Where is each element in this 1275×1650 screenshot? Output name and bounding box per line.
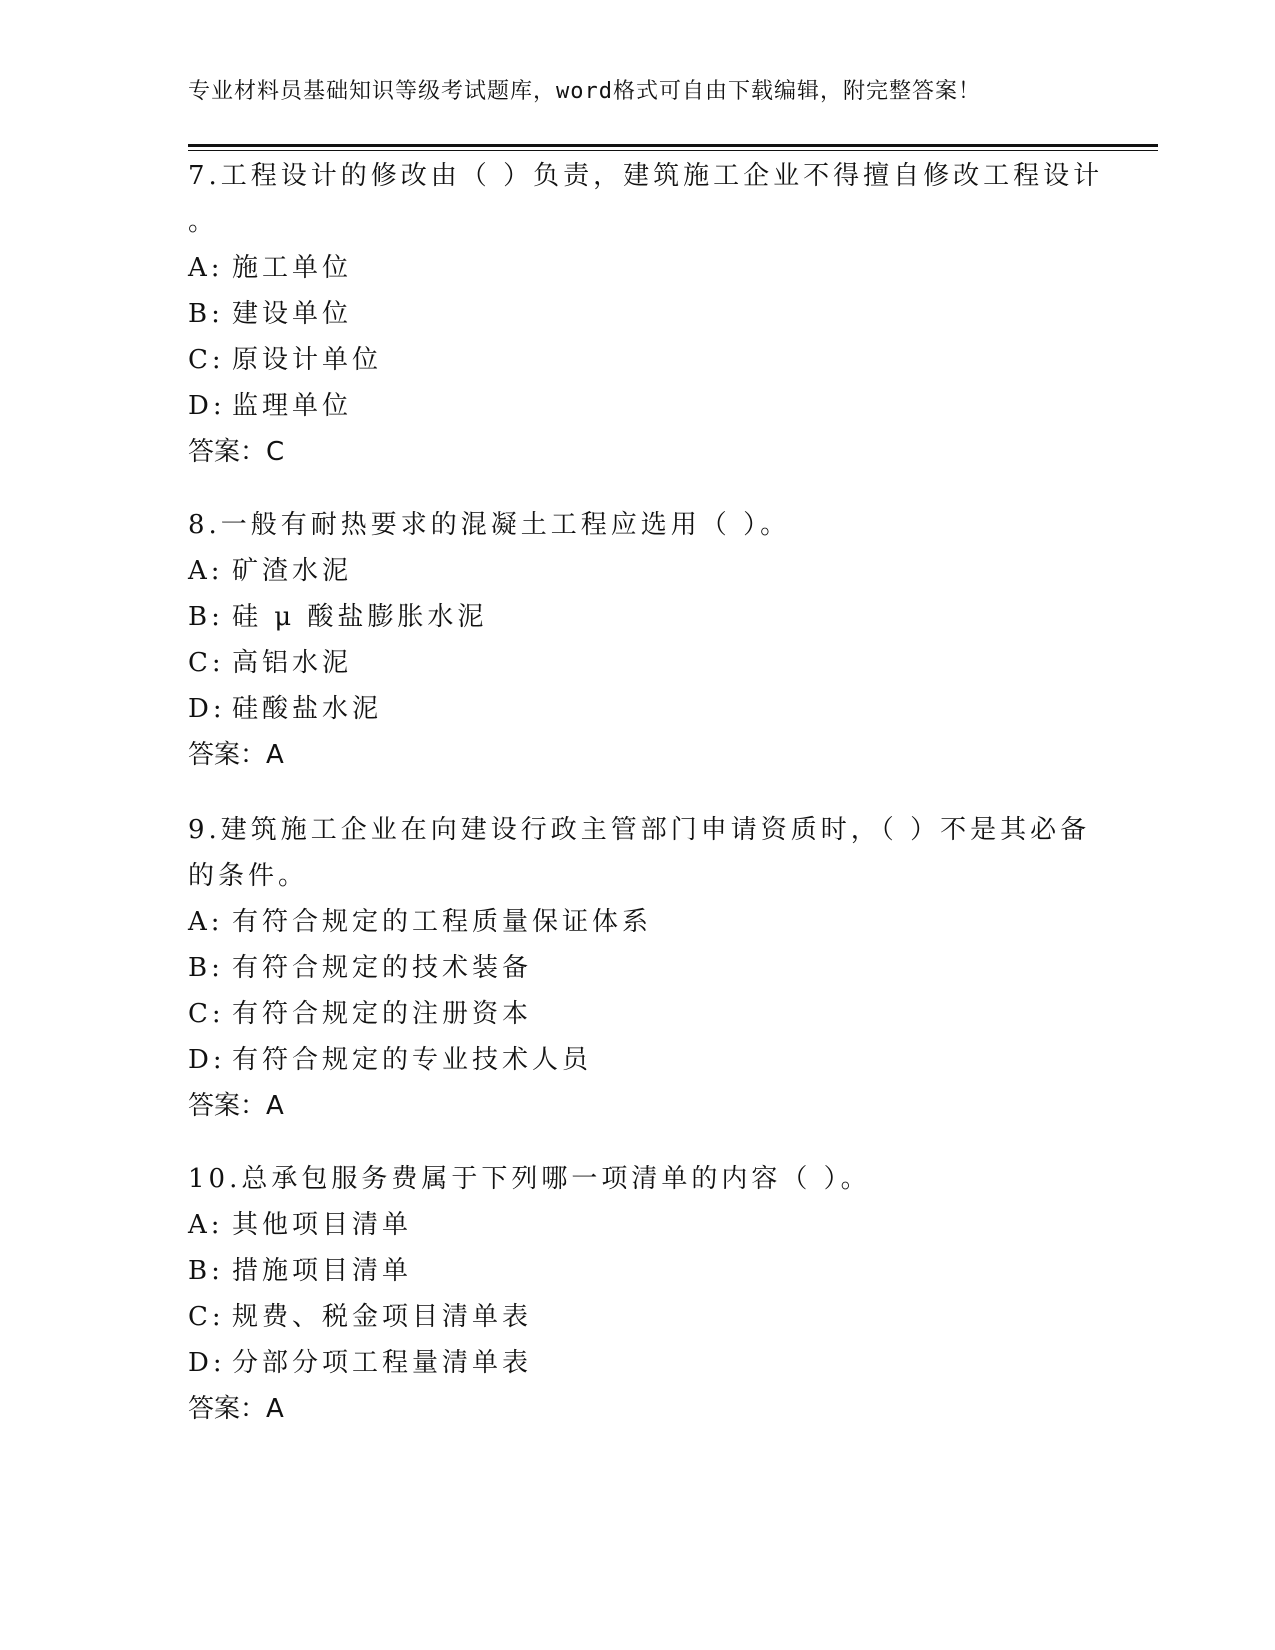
option-a [188, 245, 1088, 291]
option-letter: D: [188, 1045, 226, 1075]
option-c [188, 991, 1088, 1037]
option-d [188, 1037, 1088, 1083]
option-text: 高铝水泥 [232, 648, 353, 678]
option-text: 有符合规定的专业技术人员 [232, 1045, 593, 1075]
option-text: 硅酸盐水泥 [232, 694, 383, 724]
option-letter: B: [188, 953, 224, 983]
option-c [188, 640, 1088, 686]
option-b [188, 1248, 1088, 1294]
option-text: 施工单位 [232, 253, 353, 283]
option-d [188, 1340, 1088, 1386]
option-a [188, 1202, 1088, 1248]
question-stem-continued: 的条件。 [188, 861, 309, 891]
option-text: 有符合规定的注册资本 [232, 999, 533, 1029]
option-b [188, 291, 1088, 337]
option-letter: D: [188, 694, 226, 724]
option-letter: A: [188, 1210, 224, 1240]
header-divider-thin [188, 150, 1158, 151]
answer-line: 答案：A [188, 1394, 284, 1424]
question-stem: 10.总承包服务费属于下列哪一项清单的内容（ ）。 [188, 1164, 871, 1194]
option-text: 监理单位 [232, 391, 353, 421]
option-letter: C: [188, 1302, 225, 1332]
option-text: 有符合规定的工程质量保证体系 [232, 907, 653, 937]
question-block [188, 502, 1088, 778]
option-c [188, 337, 1088, 383]
option-letter: A: [188, 907, 224, 937]
question-block [188, 153, 1104, 475]
option-text: 规费、税金项目清单表 [232, 1302, 533, 1332]
option-text: 其他项目清单 [232, 1210, 413, 1240]
question-stem: 8.一般有耐热要求的混凝土工程应选用（ ）。 [188, 510, 791, 540]
option-text: 硅 μ 酸盐膨胀水泥 [232, 602, 488, 632]
option-c [188, 1294, 1088, 1340]
option-text: 分部分项工程量清单表 [232, 1348, 533, 1378]
option-letter: B: [188, 602, 224, 632]
option-d [188, 686, 1088, 732]
option-letter: C: [188, 999, 225, 1029]
question-stem: 9.建筑施工企业在向建设行政主管部门申请资质时，（ ）不是其必备 [188, 815, 1091, 845]
option-letter: A: [188, 556, 224, 586]
option-letter: C: [188, 345, 225, 375]
option-letter: B: [188, 299, 224, 329]
question-stem-continued: 。 [188, 207, 219, 237]
answer-line: 答案：A [188, 740, 284, 770]
option-text: 措施项目清单 [232, 1256, 413, 1286]
answer-line: 答案：C [188, 437, 285, 467]
option-a [188, 548, 1088, 594]
option-d [188, 383, 1088, 429]
option-text: 矿渣水泥 [232, 556, 353, 586]
option-letter: C: [188, 648, 225, 678]
option-text: 建设单位 [232, 299, 353, 329]
document-header: 专业材料员基础知识等级考试题库，word格式可自由下载编辑，附完整答案！ [188, 79, 981, 104]
option-b [188, 594, 1088, 640]
option-text: 原设计单位 [232, 345, 383, 375]
question-stem: 7.工程设计的修改由（ ）负责，建筑施工企业不得擅自修改工程设计 [188, 161, 1104, 191]
option-text: 有符合规定的技术装备 [232, 953, 533, 983]
option-letter: D: [188, 391, 226, 421]
question-block [188, 807, 1091, 1129]
option-letter: B: [188, 1256, 224, 1286]
option-a [188, 899, 1088, 945]
option-letter: D: [188, 1348, 226, 1378]
header-divider-thick [188, 144, 1158, 147]
question-block [188, 1156, 1088, 1432]
option-letter: A: [188, 253, 224, 283]
answer-line: 答案：A [188, 1091, 284, 1121]
option-b [188, 945, 1088, 991]
